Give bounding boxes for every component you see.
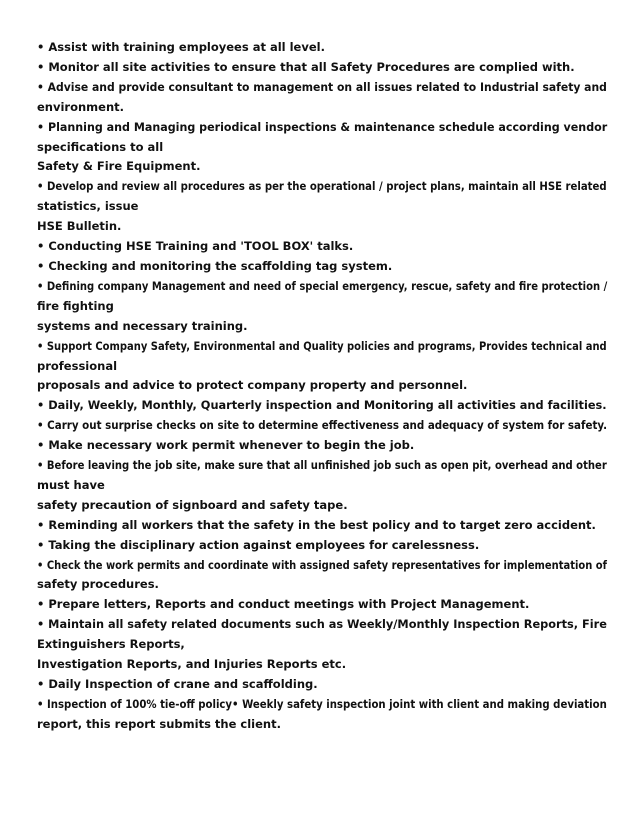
text-line: Safety & Fire Equipment. <box>37 159 201 174</box>
text-line: • Planning and Managing periodical inspections & maintenance schedule according vendor <box>37 119 608 134</box>
text-line: • Support Company Safety, Environmental and Quality policies and programs, Provides technical and <box>37 338 607 353</box>
text-line: • Carry out surprise checks on site to determine effectiveness and adequacy of system for safety. <box>37 418 608 433</box>
text-line: • Defining company Management and need of special emergency, rescue, safety and fire protection / <box>37 278 608 293</box>
text-line: specifications to all <box>37 139 164 154</box>
text-line: safety precaution of signboard and safety tape. <box>37 497 348 512</box>
text-line: • Monitor all site activities to ensure that all Safety Procedures are complied with. <box>37 59 575 74</box>
text-line: • Maintain all safety related documents such as Weekly/Monthly Inspection Reports, Fire <box>37 617 607 632</box>
text-line: • Assist with training employees at all level. <box>37 40 325 54</box>
text-line: proposals and advice to protect company property and personnel. <box>37 378 468 393</box>
text-line: statistics, issue <box>37 199 139 214</box>
text-line: • Inspection of 100% tie-off policy• Weekly safety inspection joint with client and making deviation <box>37 696 607 711</box>
text-line: fire fighting <box>37 298 114 313</box>
text-line: • Taking the disciplinary action against employees for carelessness. <box>37 537 480 552</box>
text-line: • Develop and review all procedures as per the operational / project plans, maintain all HSE related <box>37 179 607 194</box>
text-line: • Conducting HSE Training and 'TOOL BOX' talks. <box>37 239 354 254</box>
text-line: Extinguishers Reports, <box>37 637 185 652</box>
text-line: • Check the work permits and coordinate with assigned safety representatives for implementation of <box>37 557 607 572</box>
text-line: Investigation Reports, and Injuries Reports etc. <box>37 657 347 672</box>
text-line: • Reminding all workers that the safety in the best policy and to target zero accident. <box>37 517 596 532</box>
text-line: • Prepare letters, Reports and conduct meetings with Project Management. <box>37 597 530 612</box>
text-line: • Checking and monitoring the scaffolding tag system. <box>37 258 393 273</box>
text-line: • Advise and provide consultant to management on all issues related to Industrial safety and <box>37 79 607 94</box>
text-line: • Before leaving the job site, make sure that all unfinished job such as open pit, overhead and other <box>37 458 607 473</box>
text-line: report, this report submits the client. <box>37 716 281 731</box>
text-line: professional <box>37 358 118 373</box>
text-line: systems and necessary training. <box>37 318 248 333</box>
text-line: • Daily, Weekly, Monthly, Quarterly inspection and Monitoring all activities and facilities. <box>37 398 607 413</box>
text-line: • Make necessary work permit whenever to begin the job. <box>37 438 415 453</box>
text-line: safety procedures. <box>37 577 159 592</box>
text-line: • Daily Inspection of crane and scaffolding. <box>37 677 318 691</box>
text-line: HSE Bulletin. <box>37 219 122 234</box>
text-line: environment. <box>37 99 125 114</box>
text-line: must have <box>37 477 105 492</box>
document-page <box>37 38 607 735</box>
